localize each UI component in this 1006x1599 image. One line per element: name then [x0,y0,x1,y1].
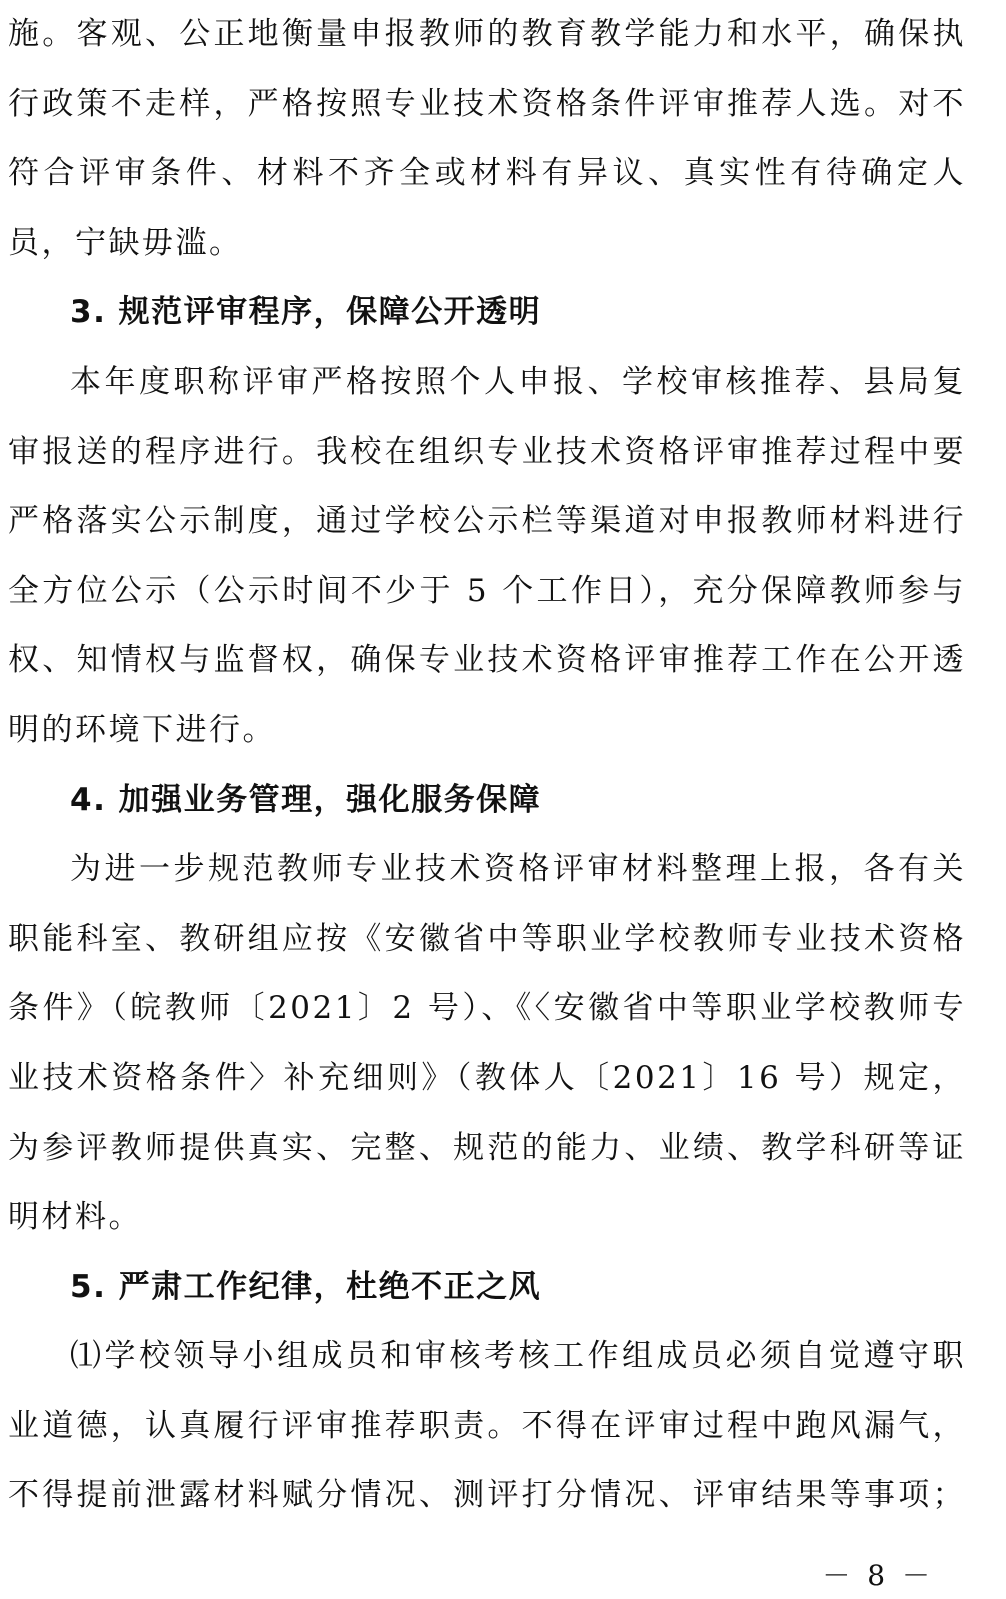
section-heading-4: 4. 加强业务管理，强化服务保障 [70,781,542,818]
paragraph-section-5-item-1: ⑴学校领导小组成员和审核考核工作组成员必须自觉遵守职业道德，认真履行评审推荐职责。不得在评审过程中跑风漏气，不得提前泄露材料赋分情况、测评打分情况、评审结果等事项； [8,1338,966,1514]
paragraph-continuation: 施。客观、公正地衡量申报教师的教育教学能力和水平，确保执行政策不走样，严格按照专业技术资格条件评审推荐人选。对不符合评审条件、材料不齐全或材料有异议、真实性有待确定人员，宁缺毋滥。 [8,16,966,261]
section-heading-5: 5. 严肃工作纪律，杜绝不正之风 [70,1268,542,1305]
paragraph-section-3: 本年度职称评审严格按照个人申报、学校审核推荐、县局复审报送的程序进行。我校在组织专业技术资格评审推荐过程中要严格落实公示制度，通过学校公示栏等渠道对申报教师材料进行全方位公示（公示时间不少于 5 个工作日），充分保障教师参与权、知情权与监督权，确保专业技术资格评审推荐工作在公开透明的环境下进行。 [8,363,966,748]
paragraph-section-4: 为进一步规范教师专业技术资格评审材料整理上报，各有关职能科室、教研组应按《安徽省中等职业学校教师专业技术资格条件》（皖教师〔2021〕2 号）、《〈安徽省中等职业学校教师专业技术资格条件〉补充细则》（教体人〔2021〕16 号）规定，为参评教师提供真实、完整、规范的能力、业绩、教学科研等证明材料。 [8,851,966,1236]
page-number: － 8 － [822,1559,934,1592]
section-heading-3: 3. 规范评审程序，保障公开透明 [70,294,542,331]
document-body [8,0,966,1531]
